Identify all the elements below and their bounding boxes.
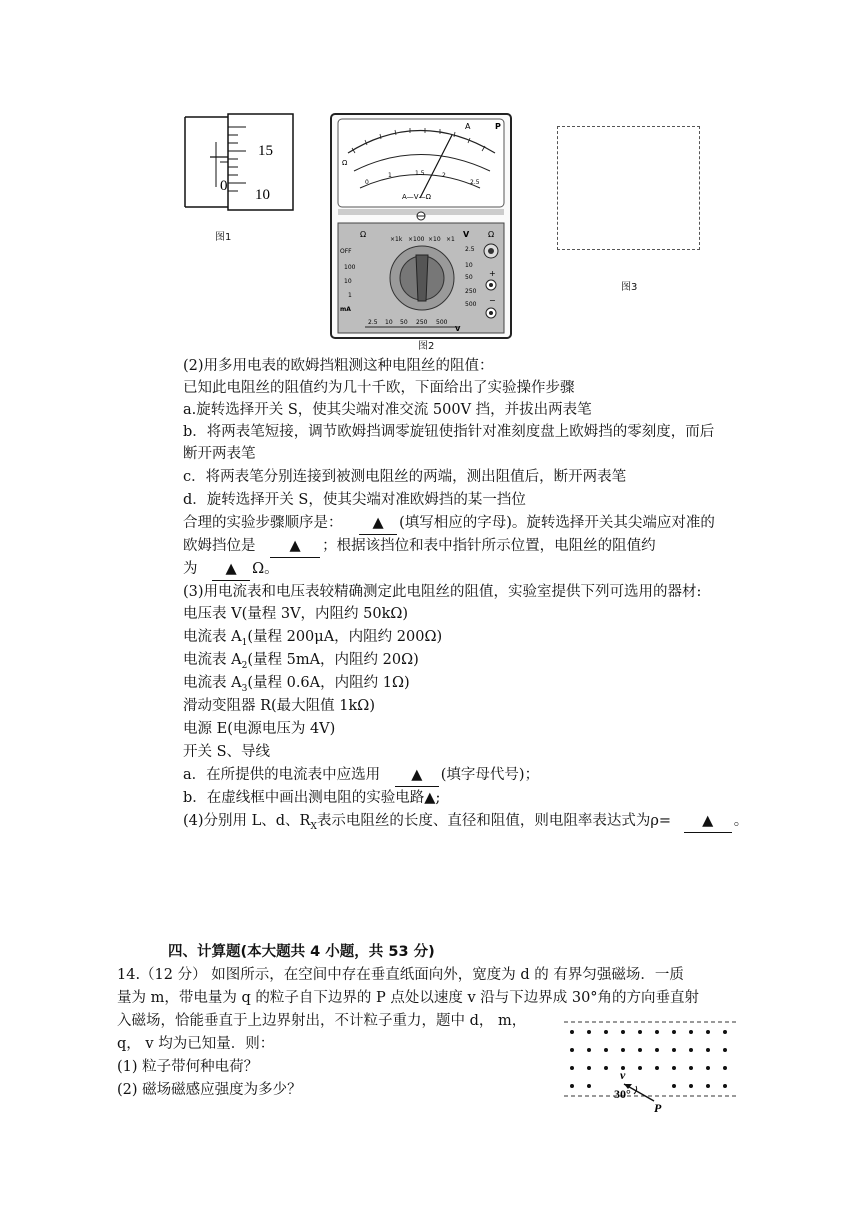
field-dot	[706, 1084, 710, 1088]
micrometer-label-15: 15	[258, 143, 273, 159]
selector-left-10: 10	[344, 278, 352, 285]
selector-right-50: 50	[465, 274, 473, 281]
order-line	[183, 512, 715, 535]
field-dot	[655, 1048, 659, 1052]
step-a: a.旋转选择开关 S，使其尖端对准交流 500V 挡，并拔出两表笔	[183, 402, 592, 418]
field-dot	[570, 1066, 574, 1070]
ammeter-1-pre: 电流表 A	[183, 629, 242, 645]
meter-mid-label: A—V—Ω	[402, 193, 431, 201]
field-dot	[638, 1048, 642, 1052]
equipment-switch: 开关 S、导线	[183, 744, 271, 760]
field-dot	[587, 1030, 591, 1034]
value-line-pre: 为	[183, 561, 198, 577]
order-line-post: (填写相应的字母)。旋转选择开关其尖端应对准的	[399, 515, 715, 531]
range-line-pre: 欧姆挡位是	[183, 538, 256, 554]
q3a-post: (填字母代号)；	[440, 767, 540, 783]
range-line	[183, 535, 656, 558]
value-blank[interactable]: ▲	[212, 558, 250, 581]
field-dot	[638, 1066, 642, 1070]
value-line	[183, 558, 279, 581]
section-4-heading: 四、计算题(本大题共 4 小题，共 53 分)	[168, 944, 435, 960]
field-dot	[723, 1048, 727, 1052]
field-dot	[604, 1048, 608, 1052]
point-p-label: P	[654, 1101, 662, 1115]
field-dot	[570, 1084, 574, 1088]
field-dot	[621, 1030, 625, 1034]
field-dot	[723, 1030, 727, 1034]
figure-1-caption: 图1	[215, 232, 232, 243]
selector-bottom-2-5: 2.5	[368, 319, 378, 326]
meter-scale-1: 1	[388, 172, 392, 179]
ammeter-3-post: (量程 0.6A，内阻约 1Ω)	[247, 675, 410, 691]
field-dot	[672, 1066, 676, 1070]
selector-range-x100: ×100	[408, 236, 425, 243]
selector-bottom-250: 250	[416, 319, 428, 326]
meter-mark-a: A	[465, 122, 471, 131]
field-dot	[587, 1048, 591, 1052]
value-line-post: Ω。	[252, 561, 279, 577]
q3a-blank[interactable]: ▲	[395, 764, 439, 787]
velocity-label: v	[620, 1068, 626, 1082]
field-dot	[604, 1066, 608, 1070]
field-dot	[570, 1030, 574, 1034]
selector-right-250: 250	[465, 288, 477, 295]
selector-range-x1: ×1	[446, 236, 455, 243]
field-dot	[672, 1030, 676, 1034]
selector-ma-label: mA	[340, 306, 351, 313]
range-line-post: ；根据该挡位和表中指针所示位置，电阻丝的阻值约	[322, 538, 656, 554]
ammeter-3-pre: 电流表 A	[183, 675, 242, 691]
selector-left-1: 1	[348, 292, 352, 299]
meter-scale-2-5: 2.5	[470, 179, 480, 186]
q4-sub: X	[310, 821, 317, 832]
selector-range-x10: ×10	[428, 236, 441, 243]
problem-14-line1: 14.（12 分） 如图所示，在空间中存在垂直纸面向外，宽度为 d 的 有界匀强磁场．一质	[117, 967, 684, 983]
ammeter-2-post: (量程 5mA，内阻约 20Ω)	[247, 652, 419, 668]
q4-mid: 表示电阻丝的长度、直径和阻值，则电阻率表达式为ρ=	[316, 813, 672, 829]
selector-bottom-500: 500	[436, 319, 448, 326]
figure-3-caption: 图3	[621, 282, 638, 293]
step-b-line2: 断开两表笔	[183, 446, 256, 462]
equipment-source: 电源 E(电源电压为 4V)	[183, 721, 336, 737]
q3b-line: b．在虚线框中画出测电阻的实验电路▲;	[183, 790, 441, 806]
magnetic-field-figure	[562, 1016, 738, 1116]
field-dot	[689, 1048, 693, 1052]
field-dot	[672, 1048, 676, 1052]
problem-14-line2: 量为 m，带电量为 q 的粒子自下边界的 P 点处以速度 v 沿与下边界成 30°角的方向垂直射	[117, 990, 700, 1006]
ammeter-1-sub: 1	[241, 637, 248, 648]
meter-mark-p: P	[495, 122, 501, 131]
ammeter-3-sub: 3	[241, 683, 248, 694]
multimeter-drawing	[330, 113, 512, 341]
selector-right-10: 10	[465, 262, 473, 269]
field-dot	[655, 1066, 659, 1070]
micrometer-drawing	[180, 112, 300, 212]
meter-scale-2: 2	[442, 172, 446, 179]
order-blank[interactable]: ▲	[359, 512, 397, 535]
selector-right-2-5: 2.5	[465, 246, 475, 253]
field-dot	[587, 1084, 591, 1088]
field-dot	[655, 1030, 659, 1034]
ammeter-1-post: (量程 200μA，内阻约 200Ω)	[247, 629, 443, 645]
magnetic-field-drawing	[562, 1016, 738, 1116]
field-dot	[587, 1066, 591, 1070]
meter-scale-0: 0	[365, 179, 369, 186]
selector-knob	[416, 255, 428, 301]
ammeter-2-pre: 电流表 A	[183, 652, 242, 668]
field-dot	[723, 1084, 727, 1088]
figure-1-micrometer	[180, 112, 300, 212]
field-dot	[672, 1084, 676, 1088]
selector-bottom-50: 50	[400, 319, 408, 326]
problem-14-question-2: (2) 磁场磁感应强度为多少？	[117, 1082, 302, 1098]
step-d: d．旋转选择开关 S，使其尖端对准欧姆挡的某一挡位	[183, 492, 526, 508]
q3b-mark: ▲	[424, 790, 436, 806]
ammeter-2-sub: 2	[241, 660, 248, 671]
field-dot	[723, 1066, 727, 1070]
selector-range-x1k: ×1k	[390, 236, 403, 243]
problem-14-line3: 入磁场，恰能垂直于上边界射出，不计粒子重力，题中 d， m，	[117, 1013, 527, 1029]
figure-2-caption: 图2	[418, 341, 435, 352]
micrometer-label-0: 0	[220, 178, 228, 194]
problem-14-question-1: (1) 粒子带何种电荷？	[117, 1059, 259, 1075]
selector-ohm-symbol: Ω	[360, 230, 367, 239]
selector-bottom-10: 10	[385, 319, 393, 326]
field-dot	[570, 1048, 574, 1052]
selector-bottom-v: V	[455, 325, 461, 333]
q3-title: (3)用电流表和电压表较精确测定此电阻丝的阻值，实验室提供下列可选用的器材:	[183, 584, 702, 600]
field-dot	[706, 1030, 710, 1034]
q4-post: 。	[733, 813, 749, 829]
q4-pre: (4)分别用 L、d、R	[183, 813, 311, 829]
terminal-plus-label: +	[489, 269, 496, 278]
meter-ohm-mark: Ω	[342, 159, 348, 167]
field-dot	[689, 1030, 693, 1034]
q3a-pre: a．在所提供的电流表中应选用	[183, 767, 381, 783]
selector-left-off: OFF	[340, 248, 352, 255]
field-dot	[638, 1030, 642, 1034]
selector-left-100: 100	[344, 264, 356, 271]
terminal-minus-label: −	[489, 296, 496, 305]
figure-3-circuit-box	[557, 126, 700, 250]
q3b-pre: b．在虚线框中画出测电阻的实验电路	[183, 790, 425, 806]
selector-v-symbol: V	[463, 230, 470, 239]
field-dot	[689, 1084, 693, 1088]
range-blank[interactable]: ▲	[270, 535, 320, 558]
meter-scale-1-5: 1.5	[415, 170, 425, 177]
step-b-line1: b．将两表笔短接，调节欧姆挡调零旋钮使指针对准刻度盘上欧姆挡的零刻度，而后	[183, 424, 715, 440]
q2-title: (2)用多用电表的欧姆挡粗测这种电阻丝的阻值：	[183, 358, 494, 374]
q4-blank[interactable]: ▲	[684, 810, 732, 833]
field-dot	[706, 1048, 710, 1052]
equipment-rheostat: 滑动变阻器 R(最大阻值 1kΩ)	[183, 698, 375, 714]
step-c: c．将两表笔分别连接到被测电阻丝的两端，测出阻值后，断开两表笔	[183, 469, 627, 485]
field-dot	[604, 1030, 608, 1034]
field-dot	[689, 1066, 693, 1070]
order-line-pre: 合理的实验步骤顺序是：	[183, 515, 343, 531]
field-dot	[621, 1048, 625, 1052]
problem-14-line4: q， v 均为已知量．则：	[117, 1036, 275, 1052]
q3a-line	[183, 764, 539, 787]
terminal-ohm-label: Ω	[488, 230, 495, 239]
q2-intro: 已知此电阻丝的阻值约为几十千欧，下面给出了实验操作步骤	[183, 380, 575, 396]
field-dot	[706, 1066, 710, 1070]
angle-label: 30°	[614, 1087, 631, 1101]
figure-2-multimeter	[330, 113, 512, 341]
q4-line	[183, 810, 748, 838]
selector-right-500: 500	[465, 301, 477, 308]
micrometer-label-10: 10	[255, 187, 270, 203]
equipment-voltmeter: 电压表 V(量程 3V，内阻约 50kΩ)	[183, 606, 409, 622]
